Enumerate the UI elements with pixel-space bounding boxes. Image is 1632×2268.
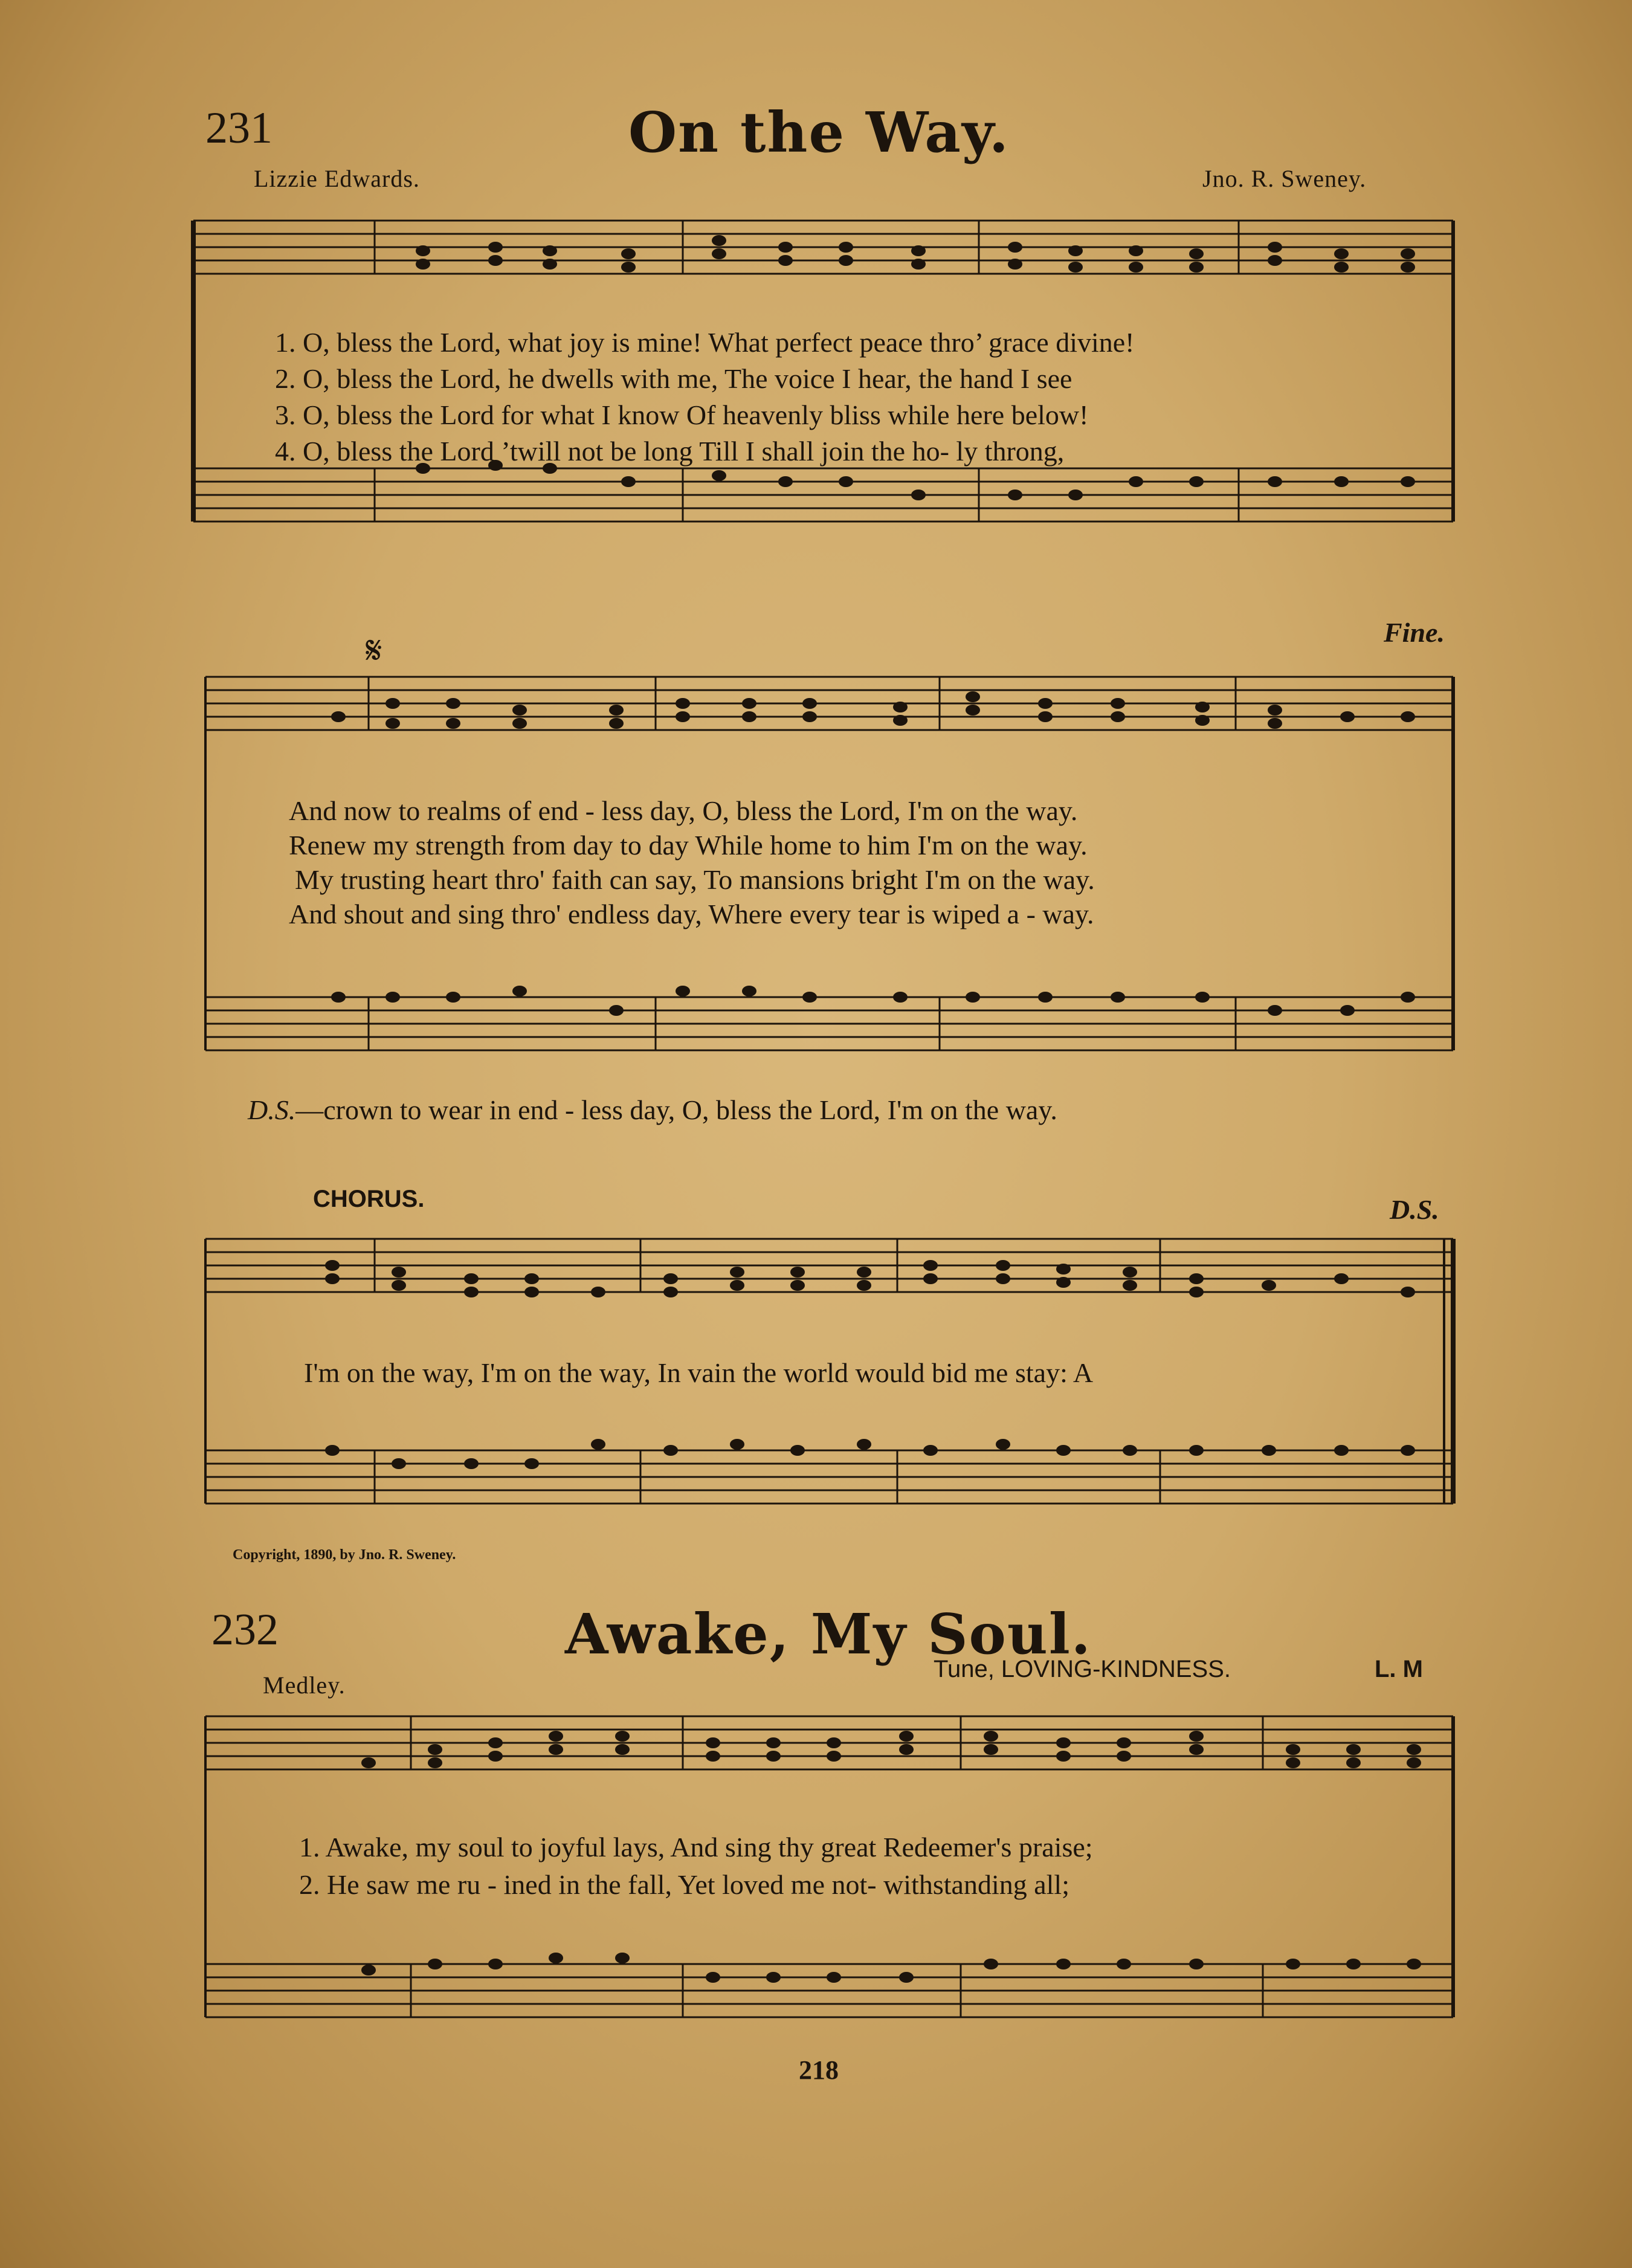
verse-line-2: 2. O, bless the Lord, he dwells with me, The voice I hear, the hand I see — [275, 363, 1072, 394]
segno-icon: 𝄋 — [366, 628, 382, 673]
chorus-lyric: I'm on the way, I'm on the way, In vain the world would bid me stay: A — [304, 1357, 1094, 1388]
verse-line-1: 1. O, bless the Lord, what joy is mine! What perfect peace thro’ grace divine! — [275, 327, 1135, 358]
ds-label: D.S. — [248, 1094, 296, 1125]
refrain-line-1: And now to realms of end - less day, O, bless the Lord, I'm on the way. — [289, 795, 1078, 826]
verse-line-3: 3. O, bless the Lord for what I know Of heavenly bliss while here below! — [275, 399, 1089, 430]
ds-lyric-line — [248, 1094, 1057, 1126]
medley-label: Medley. — [263, 1672, 346, 1699]
chorus-ds-label: D.S. — [1390, 1194, 1439, 1225]
chorus-label: CHORUS. — [313, 1186, 425, 1212]
refrain-line-3: My trusting heart thro' faith can say, To mansions bright I'm on the way. — [295, 864, 1095, 895]
hymn-title: On the Way. — [628, 100, 1010, 165]
copyright-notice: Copyright, 1890, by Jno. R. Sweney. — [233, 1547, 456, 1563]
tune-label: Tune, LOVING-KINDNESS. — [934, 1656, 1231, 1682]
verse-line-4: 4. O, bless the Lord ’twill not be long Till I shall join the ho- ly throng, — [275, 436, 1065, 467]
hymn-number-232: 232 — [211, 1605, 279, 1655]
meter-label: L. M — [1375, 1656, 1423, 1682]
author: Lizzie Edwards. — [254, 165, 420, 192]
composer: Jno. R. Sweney. — [1202, 165, 1367, 192]
ds-lyric: —crown to wear in end - less day, O, bless the Lord, I'm on the way. — [295, 1094, 1057, 1125]
refrain-line-2: Renew my strength from day to day While home to him I'm on the way. — [289, 830, 1088, 861]
hymn-number: 231 — [205, 103, 273, 153]
page-number: 218 — [799, 2055, 839, 2085]
verse-232-line-2: 2. He saw me ru - ined in the fall, Yet loved me not- withstanding all; — [299, 1869, 1069, 1900]
refrain-line-4: And shout and sing thro' endless day, Where every tear is wiped a - way. — [289, 899, 1094, 929]
fine-label: Fine. — [1384, 617, 1445, 648]
hymn-title-232: Awake, My Soul. — [565, 1601, 1092, 1667]
verse-232-line-1: 1. Awake, my soul to joyful lays, And sing thy great Redeemer's praise; — [299, 1832, 1093, 1863]
